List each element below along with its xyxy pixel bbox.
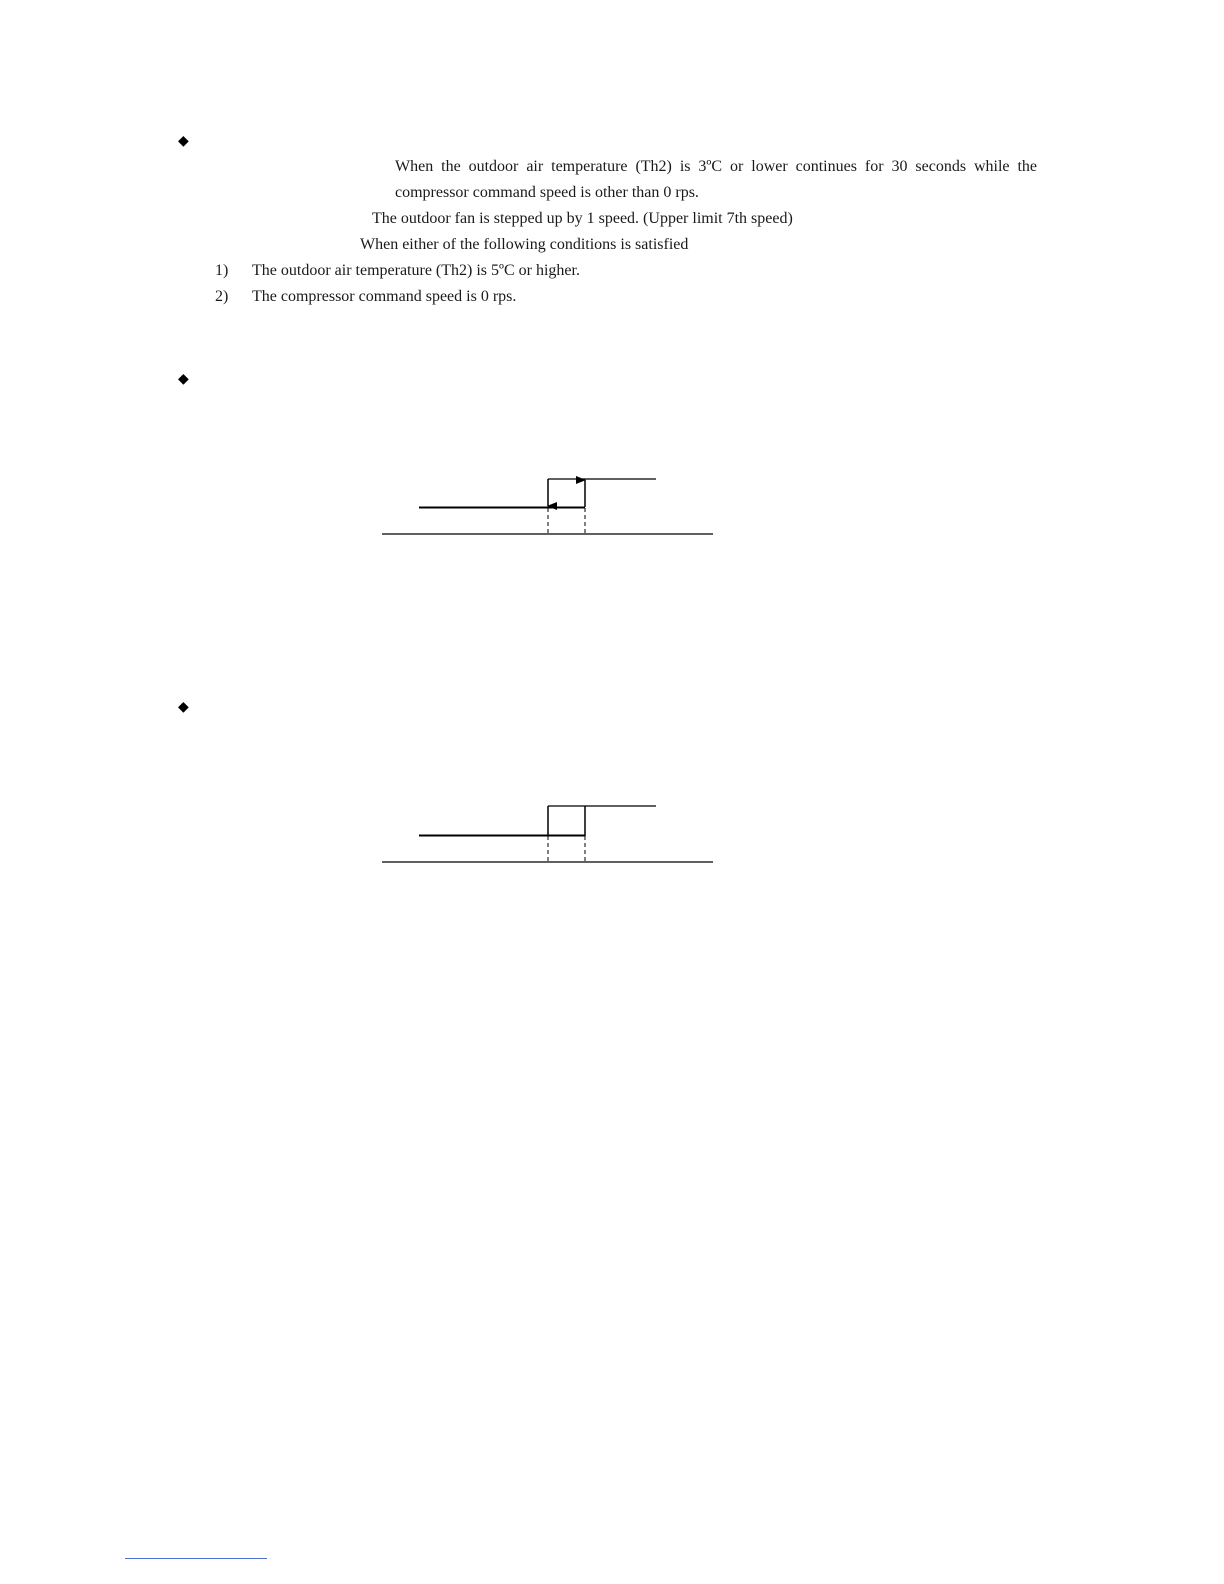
reset-item-2-number: 2) [215,288,229,305]
section1-reset-intro: When either of the following conditions is satisfied [360,236,689,253]
section1-condition-line1: When the outdoor air temperature (Th2) is 3ºC or lower continues for 30 seconds while the [395,158,1037,175]
section1-action: The outdoor fan is stepped up by 1 speed. (Upper limit 7th speed) [372,210,793,227]
section3-bullet: ◆ [178,700,189,715]
hysteresis-diagram-2 [378,800,718,870]
reset-item-2-text: The compressor command speed is 0 rps. [252,288,517,305]
reset-item-1-number: 1) [215,262,229,279]
reset-item-1-text: The outdoor air temperature (Th2) is 5ºC or higher. [252,262,580,279]
footer-rule [125,1558,267,1559]
section1-condition [395,154,1037,206]
section1-condition-line2: compressor command speed is other than 0 rps. [395,184,699,201]
hysteresis-diagram-1 [378,472,718,542]
section1-bullet: ◆ [178,134,189,149]
section2-bullet: ◆ [178,372,189,387]
